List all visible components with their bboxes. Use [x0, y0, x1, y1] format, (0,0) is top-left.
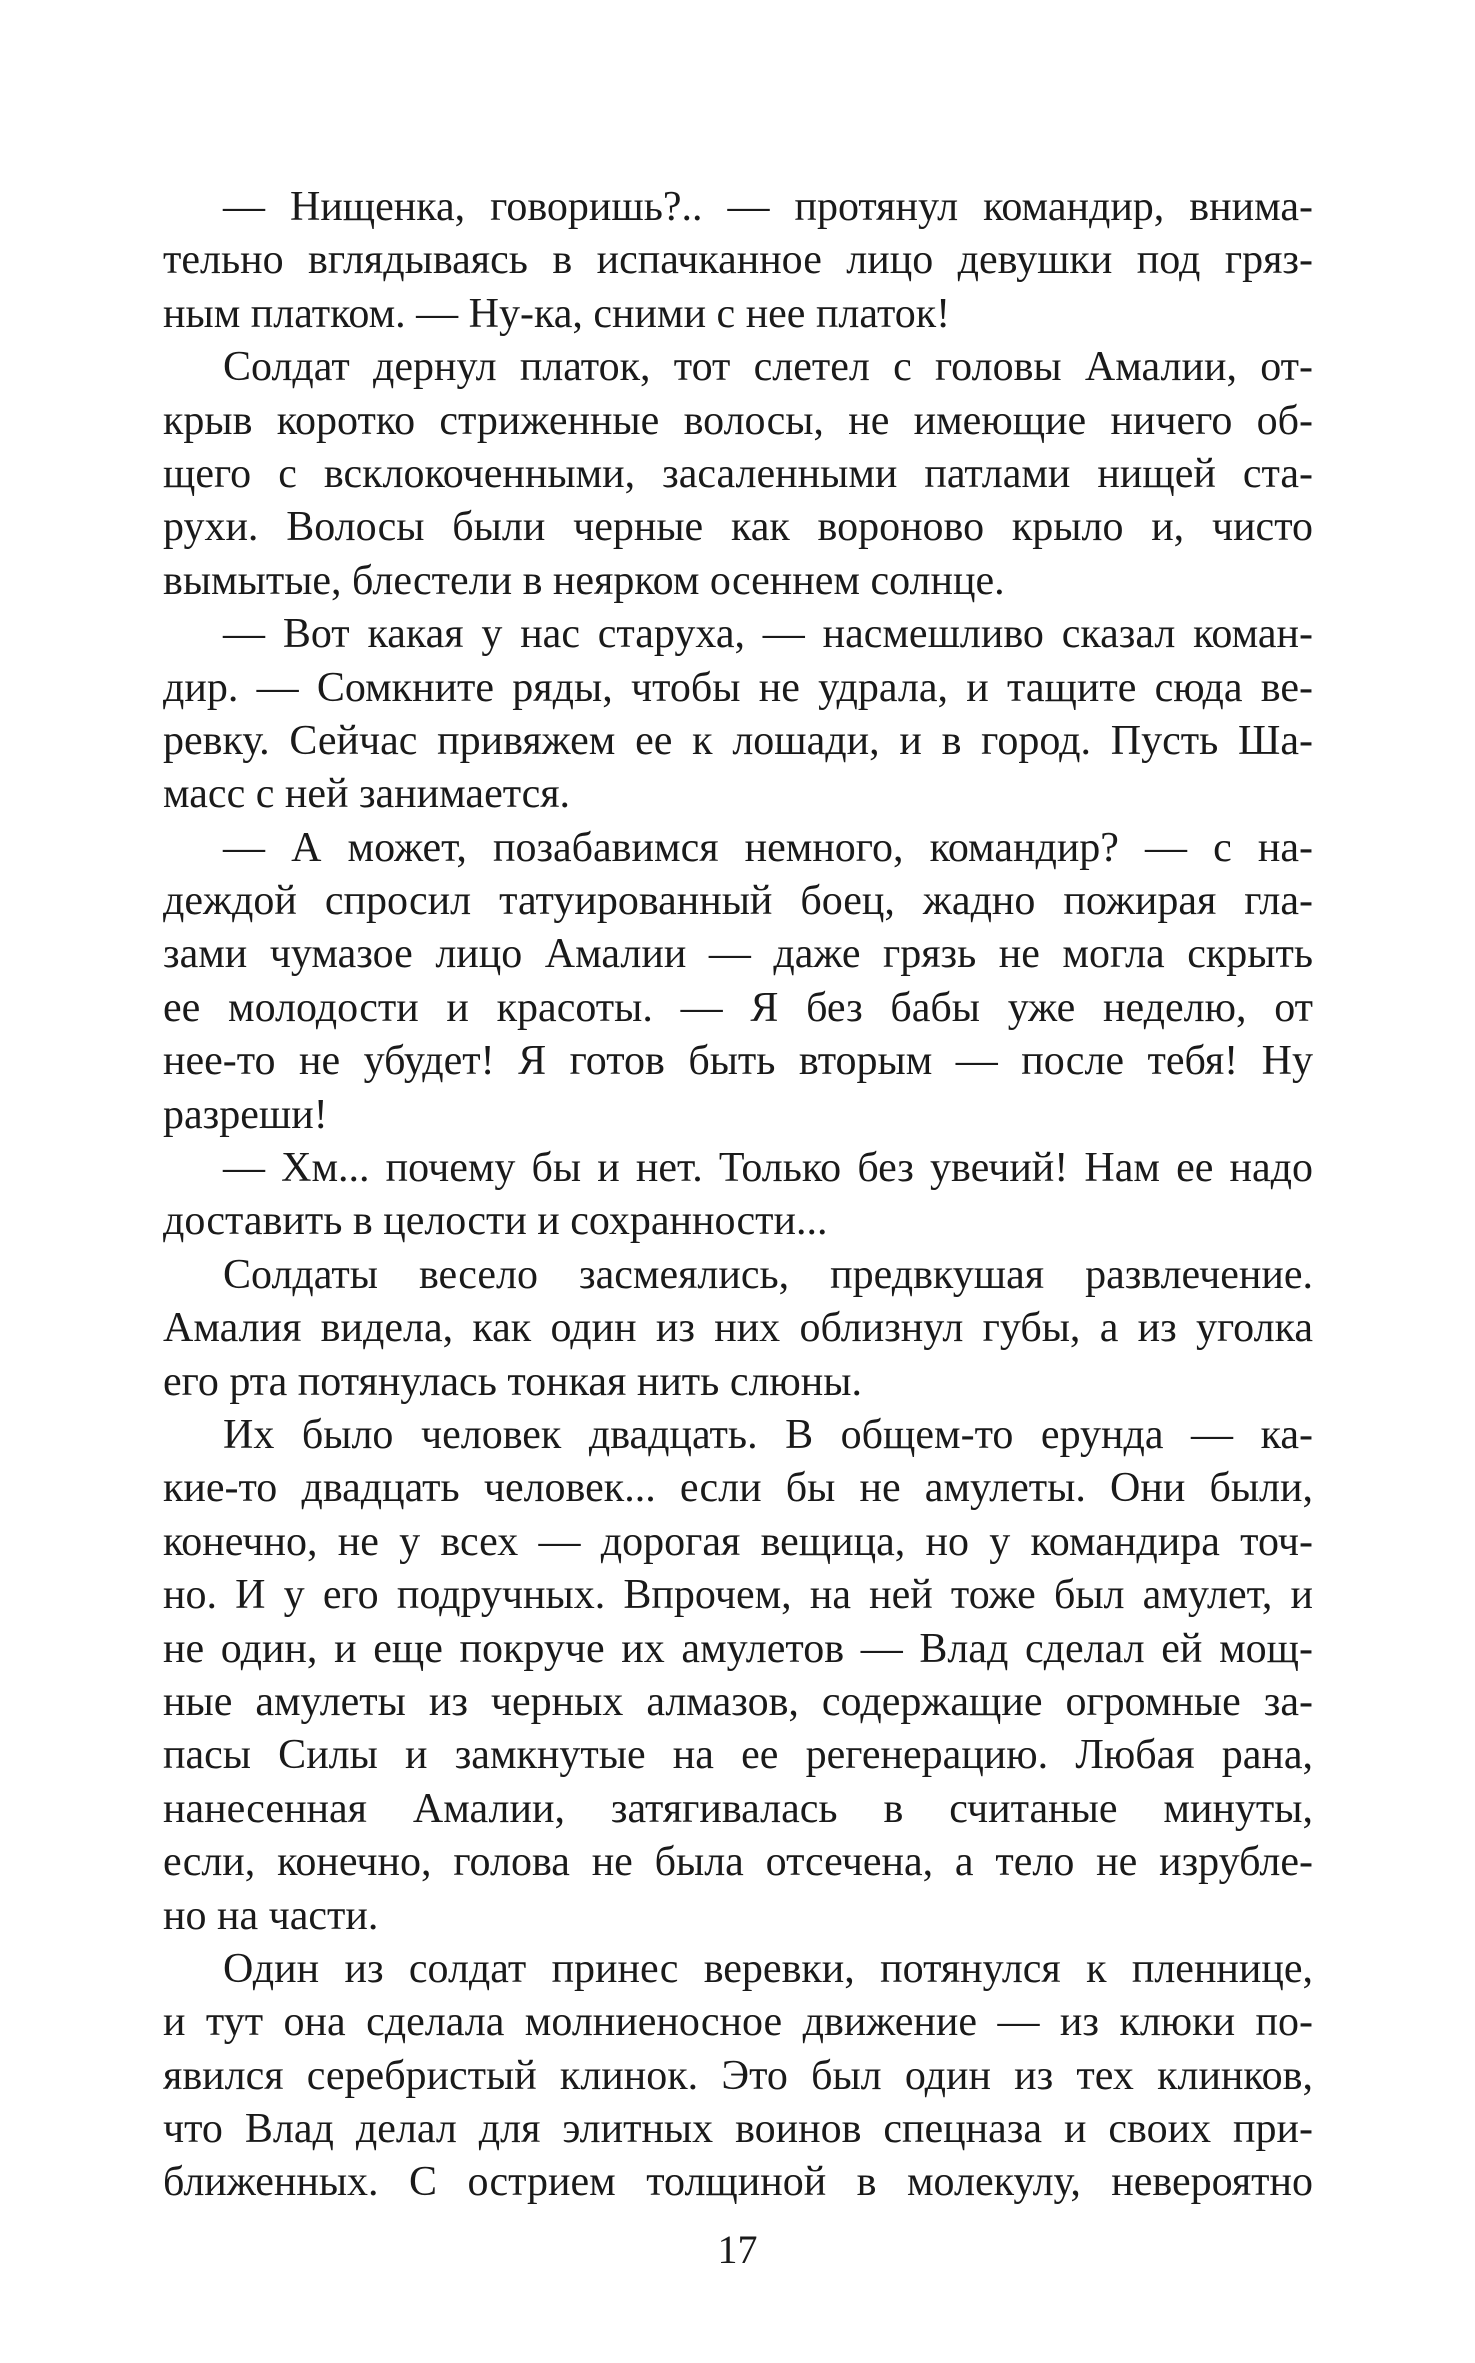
text-line: ближенных. С острием толщиной в молекулу, невероятно — [163, 2159, 1313, 2206]
text-line: доставить в целости и сохранности... — [163, 1198, 828, 1245]
text-line: пасы Силы и замкнутые на ее регенерацию. Любая рана, — [163, 1732, 1313, 1779]
text-line: ее молодости и красоты. — Я без бабы уже неделю, от — [163, 984, 1313, 1031]
text-line: зами чумазое лицо Амалии — даже грязь не могла скрыть — [163, 931, 1313, 978]
text-line: ным платком. — Ну-ка, сними с нее платок! — [163, 290, 951, 337]
text-line: и тут она сделала молниеносное движение — из клюки по- — [163, 1999, 1313, 2046]
text-line: нее-то не убудет! Я готов быть вторым — после тебя! Ну — [163, 1038, 1313, 1085]
text-line: дир. — Сомкните ряды, чтобы не удрала, и тащите сюда ве- — [163, 664, 1313, 711]
text-line: но. И у его подручных. Впрочем, на ней тоже был амулет, и — [163, 1572, 1313, 1619]
text-line: не один, и еще покруче их амулетов — Влад сделал ей мощ- — [163, 1625, 1313, 1672]
text-line: если, конечно, голова не была отсечена, а тело не изрубле- — [163, 1839, 1313, 1886]
text-line: разреши! — [163, 1091, 328, 1138]
text-line: что Влад делал для элитных воинов спецназа и своих при- — [163, 2106, 1313, 2153]
text-line: кие-то двадцать человек... если бы не амулеты. Они были, — [163, 1465, 1313, 1512]
text-line: рухи. Волосы были черные как вороново крыло и, чисто — [163, 504, 1313, 551]
text-line: Солдат дернул платок, тот слетел с головы Амалии, от- — [223, 344, 1313, 391]
text-line: — Нищенка, говоришь?.. — протянул командир, внима- — [223, 184, 1313, 230]
text-line: ревку. Сейчас привяжем ее к лошади, и в город. Пусть Ша- — [163, 717, 1313, 764]
text-line: явился серебристый клинок. Это был один из тех клинков, — [163, 2052, 1313, 2099]
text-line: конечно, не у всех — дорогая вещица, но у командира точ- — [163, 1518, 1313, 1565]
page-number: 17 — [717, 2227, 758, 2272]
text-line: деждой спросил татуированный боец, жадно пожирая гла- — [163, 878, 1313, 925]
page-body — [163, 181, 1313, 2210]
text-line: Один из солдат принес веревки, потянулся к пленнице, — [223, 1945, 1313, 1992]
text-line: вымытые, блестели в неярком осеннем солнце. — [163, 557, 1005, 604]
text-line: — Вот какая у нас старуха, — насмешливо сказал коман- — [223, 611, 1313, 658]
text-line: крыв коротко стриженные волосы, не имеющие ничего об- — [163, 397, 1313, 444]
text-line: Их было человек двадцать. В общем-то ерунда — ка- — [223, 1411, 1313, 1458]
text-line: — Хм... почему бы и нет. Только без увечий! Нам ее надо — [223, 1145, 1313, 1192]
text-line: щего с всклокоченными, засаленными патлами нищей ста- — [163, 450, 1313, 497]
text-line: — А может, позабавимся немного, командир? — с на- — [223, 824, 1313, 871]
text-line: Солдаты весело засмеялись, предвкушая развлечение. — [223, 1251, 1313, 1298]
text-line: нанесенная Амалии, затягивалась в считаные минуты, — [163, 1785, 1313, 1832]
text-line: Амалия видела, как один из них облизнул губы, а из уголка — [163, 1305, 1313, 1352]
text-line: тельно вглядываясь в испачканное лицо девушки под гряз- — [163, 237, 1313, 284]
text-line: ные амулеты из черных алмазов, содержащие огромные за- — [163, 1678, 1313, 1725]
text-line: масс с ней занимается. — [163, 771, 571, 818]
text-line: его рта потянулась тонкая нить слюны. — [163, 1358, 862, 1405]
text-line: но на части. — [163, 1892, 379, 1939]
